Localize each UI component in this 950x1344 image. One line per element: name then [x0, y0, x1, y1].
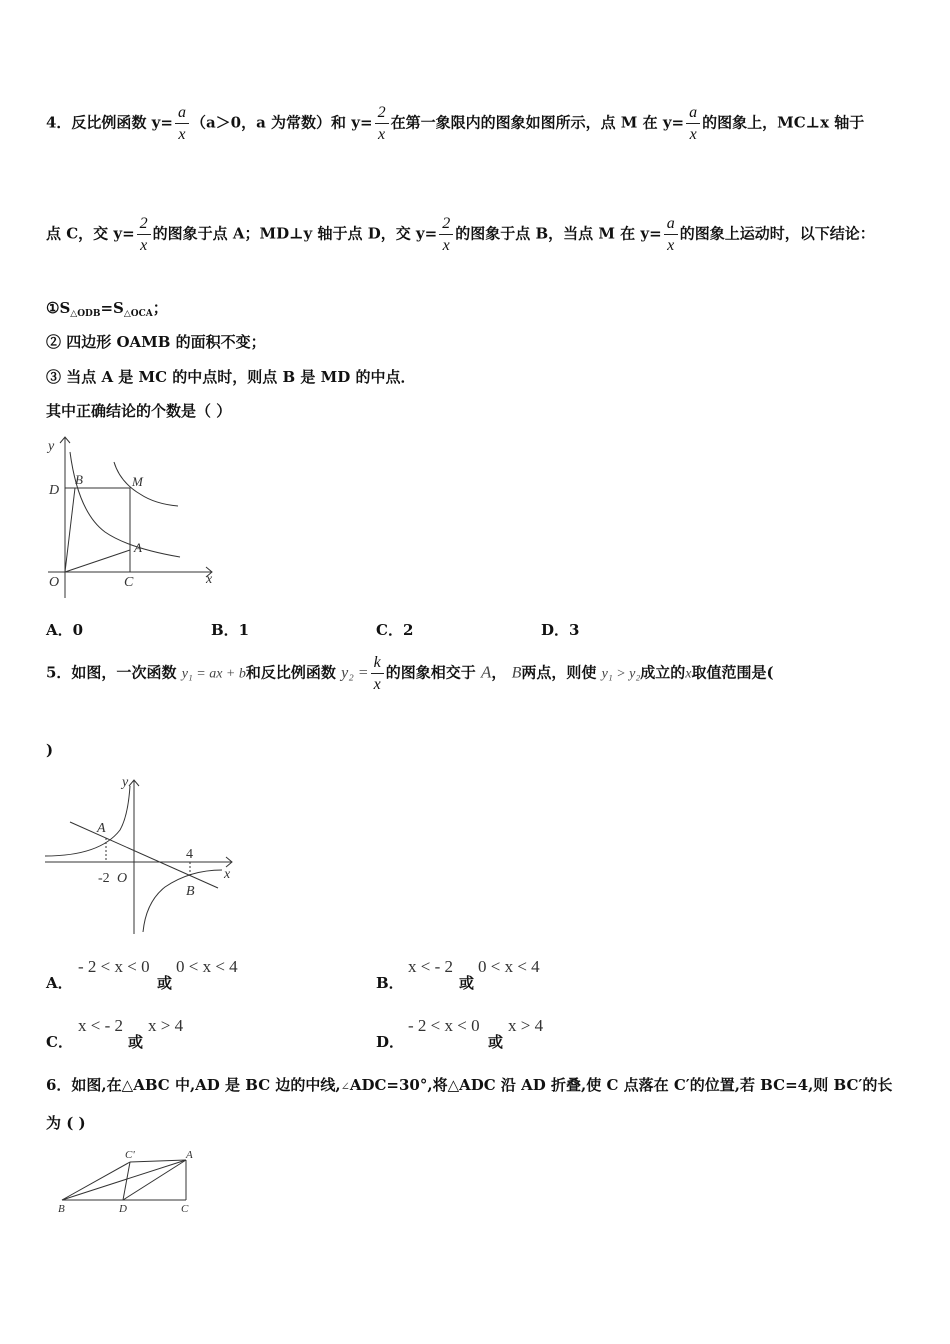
label-o: O — [117, 871, 128, 886]
q5-point-a: A — [480, 662, 492, 682]
q5-text: 的图象相交于 — [385, 663, 476, 682]
q6-text: 6．如图,在△ABC 中,AD 是 BC 边的中线, — [46, 1076, 341, 1094]
label-d: D — [119, 1203, 127, 1215]
q5-text: 成立的 — [640, 663, 686, 682]
label-c-prime: C' — [125, 1149, 135, 1161]
q5-option-c-part2: x > 4 — [148, 1016, 184, 1035]
label-x: x — [224, 867, 231, 882]
q5-option-b-or: 或 — [459, 974, 475, 992]
q4-option-b[interactable]: B．1 — [211, 621, 250, 639]
q4-conclusion-2: ② 四边形 OAMB 的面积不变； — [46, 333, 266, 351]
q5-text: 和反比例函数 — [245, 663, 336, 682]
q4-conclusion-3: ③ 当点 A 是 MC 的中点时，则点 B 是 MD 的中点． — [46, 368, 416, 386]
segment-ad — [123, 1160, 186, 1200]
q5-equation-linear: y₁ = ax + b — [181, 666, 246, 682]
curve-a-over-x — [114, 462, 178, 506]
q5-option-d-label[interactable]: D． — [376, 1033, 405, 1051]
q4-conclusion-1: $①S_{\triangle ODB}=S_{\triangle OCA}$； — [46, 299, 168, 319]
q4-option-a[interactable]: A．0 — [46, 621, 84, 639]
fraction-2-over-x: $\frac{2}{x}$ — [137, 215, 151, 254]
q4-line-1 — [46, 104, 864, 143]
q5-option-c-or: 或 — [128, 1033, 144, 1051]
label-m: M — [132, 474, 143, 489]
q4-text: 的图象上，MC⊥x 轴于 — [702, 113, 865, 132]
q4-text: 的图象于点 B，当点 M 在 y= — [455, 224, 662, 243]
q5-equation-inverse-lhs: y₂ = — [341, 664, 369, 682]
q6-text: ADC=30°,将△ADC 沿 AD 折叠,使 C 点落在 C′的位置,若 BC=4,则 BC′的长 — [349, 1076, 893, 1094]
curve-2-over-x — [70, 452, 180, 557]
q5-option-c-label[interactable]: C． — [46, 1033, 73, 1051]
fraction-2-over-x: $\frac{2}{x}$ — [439, 215, 453, 254]
q5-option-d-part2: x > 4 — [508, 1016, 544, 1035]
q5-option-b-part1: x < - 2 — [408, 957, 453, 976]
label-x: x — [206, 572, 213, 587]
label-c: C — [124, 575, 134, 590]
q5-point-b: B — [511, 664, 522, 682]
q5-option-a-label[interactable]: A． — [46, 974, 73, 992]
q6-line-2: 为 ( ) — [46, 1114, 86, 1132]
rectangle-odmc — [65, 488, 130, 572]
q5-line-2: ) — [46, 741, 54, 759]
q5-figure — [40, 772, 240, 937]
label-b: B — [186, 884, 195, 899]
q5-option-c-part1: x < - 2 — [78, 1016, 123, 1035]
label-a: A — [97, 821, 106, 836]
q5-variable: x — [685, 666, 692, 682]
fraction-a-over-x: $\frac{a}{x}$ — [175, 104, 189, 143]
q5-option-a-or: 或 — [157, 974, 173, 992]
q5-condition: y₁ > y₂ — [601, 666, 641, 682]
segment-oa — [65, 550, 130, 572]
label-minus-2: -2 — [98, 871, 110, 886]
label-a: A — [186, 1149, 193, 1161]
angle-symbol: ∠ — [340, 1081, 350, 1093]
q5-line-1: 5．如图，一次函数 y₁ = ax + b和反比例函数 y₂ = $\frac{k}{x}$ 的图象相交于 A， B两点，则使 y₁ > y₂成立的x取值范围是( — [46, 654, 774, 693]
q4-option-c[interactable]: C．2 — [376, 621, 414, 639]
fraction-a-over-x: $\frac{a}{x}$ — [686, 104, 700, 143]
q5-option-d-part1: - 2 < x < 0 — [408, 1016, 480, 1035]
line-y1 — [70, 822, 218, 888]
label-4: 4 — [186, 847, 193, 862]
q4-line-2 — [46, 215, 875, 254]
label-o: O — [49, 575, 60, 590]
q5-option-b-label[interactable]: B． — [376, 974, 404, 992]
q6-line-1 — [46, 1076, 892, 1096]
q5-option-a-part2: 0 < x < 4 — [176, 957, 238, 976]
hyperbola-branch-right — [143, 870, 222, 932]
fraction-k-over-x: $\frac{k}{x}$ — [371, 654, 384, 693]
segment-dc-prime — [123, 1162, 130, 1200]
q4-text: 4．反比例函数 y= — [46, 113, 173, 132]
q5-option-b-part2: 0 < x < 4 — [478, 957, 540, 976]
q4-text: 点 C，交 y= — [46, 224, 135, 243]
fraction-2-over-x: $\frac{2}{x}$ — [375, 104, 389, 143]
q4-text: （a＞0，a 为常数）和 y= — [190, 113, 373, 132]
q4-option-d[interactable]: D．3 — [541, 621, 580, 639]
label-b: B — [58, 1203, 65, 1215]
q5-text: 5．如图，一次函数 — [46, 663, 177, 682]
q4-figure — [40, 432, 220, 602]
q5-text: 两点，则使 — [521, 663, 597, 682]
q5-text: 取值范围是( — [691, 663, 774, 682]
segment-ob — [65, 488, 75, 572]
segment-c-prime-a — [130, 1160, 186, 1162]
q6-figure — [55, 1148, 205, 1218]
q4-question: 其中正确结论的个数是（ ） — [46, 402, 232, 420]
q4-text: 的图象于点 A；MD⊥y 轴于点 D，交 y= — [152, 224, 438, 243]
label-y: y — [48, 439, 55, 454]
fraction-a-over-x: $\frac{a}{x}$ — [664, 215, 678, 254]
label-y: y — [122, 775, 129, 790]
q4-text: 在第一象限内的图象如图所示，点 M 在 y= — [390, 113, 685, 132]
q5-option-d-or: 或 — [488, 1033, 504, 1051]
q5-option-a-part1: - 2 < x < 0 — [78, 957, 150, 976]
label-b: B — [75, 472, 83, 487]
q4-text: 的图象上运动时，以下结论： — [679, 224, 875, 243]
hyperbola-branch-left — [45, 786, 130, 856]
label-d: D — [49, 483, 60, 498]
label-a: A — [134, 540, 142, 555]
label-c: C — [181, 1203, 189, 1215]
